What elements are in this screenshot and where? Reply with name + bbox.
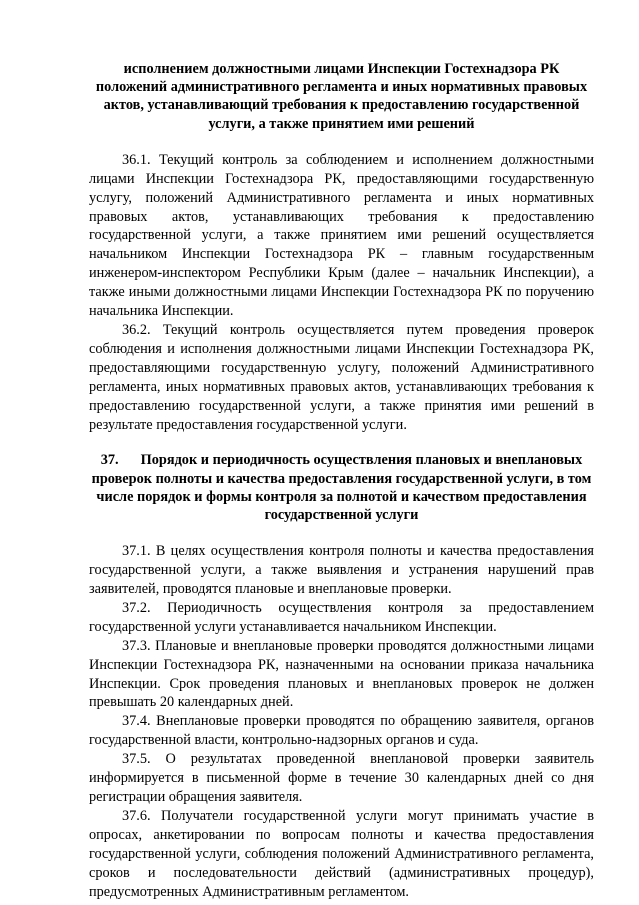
paragraph-37-3: 37.3. Плановые и внеплановые проверки проводятся должностными лицами Инспекции Гостехнадзора РК, назначенными на основании приказа начальника Инспекции. Срок проведения плановых и внеплановых проверок не должен превышать 20 календарных дней. [89, 637, 594, 711]
section-37-number: 37. [100, 452, 119, 469]
paragraph-37-5: 37.5. О результатах проведенной внеплановой проверки заявитель информируется в письменной форме в течение 30 календарных дней со дня регистрации обращения заявителя. [89, 751, 594, 805]
paragraph-36-2: 36.2. Текущий контроль осуществляется путем проведения проверок соблюдения и исполнения должностными лицами Инспекции Гостехнадзора РК, предоставляющими государственную услугу, положений Административного регламента, иных нормативных правовых актов, устанавливающих требования к предоставлению государственной услуги, а также принятия ими решений в результате предоставления государственной услуги. [89, 321, 594, 433]
section-37-title: Порядок и периодичность осуществления плановых и внеплановых проверок полноты и качества предоставления государственной услуги, в том числе порядок и формы контроля за полнотой и качеством предоставления государственной услуги [91, 452, 592, 524]
paragraph-37-2: 37.2. Периодичность осуществления контроля за предоставлением государственной услуги устанавливается начальником Инспекции. [89, 599, 594, 635]
document-body [89, 60, 594, 901]
paragraph-37-4: 37.4. Внеплановые проверки проводятся по обращению заявителя, органов государственной власти, контрольно-надзорных органов и суда. [89, 713, 594, 749]
section-37-heading [89, 451, 594, 524]
paragraph-37-1: 37.1. В целях осуществления контроля полноты и качества предоставления государственной услуги, а также выявления и устранения нарушений прав заявителей, проводятся плановые и внеплановые проверки. [89, 543, 594, 598]
section-36-heading: исполнением должностными лицами Инспекции Гостехнадзора РК положений административного регламента и иных нормативных правовых актов, устанавливающий требования к предоставлению государственной услуги, а также принятием ими решений [95, 61, 588, 132]
paragraph-37-6: 37.6. Получатели государственной услуги могут принимать участие в опросах, анкетировании по вопросам полноты и качества предоставления государственной услуги, соблюдения положений Административного регламента, сроков и последовательности действий (административных процедур), предусмотренных Административным регламентом. [89, 807, 594, 900]
paragraph-36-1: 36.1. Текущий контроль за соблюдением и исполнением должностными лицами Инспекции Гостехнадзора РК, предоставляющими государственную услугу, положений Административного регламента и иных нормативных правовых актов, устанавливающих требования к предоставлению государственной услуги, а также принятием ими решений осуществляется начальником Инспекции Гостехнадзора РК – главным государственным инженером-инспектором Республики Крым (далее – начальник Инспекции), а также иными должностными лицами Инспекции Гостехнадзора РК по поручению начальника Инспекции. [89, 151, 594, 320]
